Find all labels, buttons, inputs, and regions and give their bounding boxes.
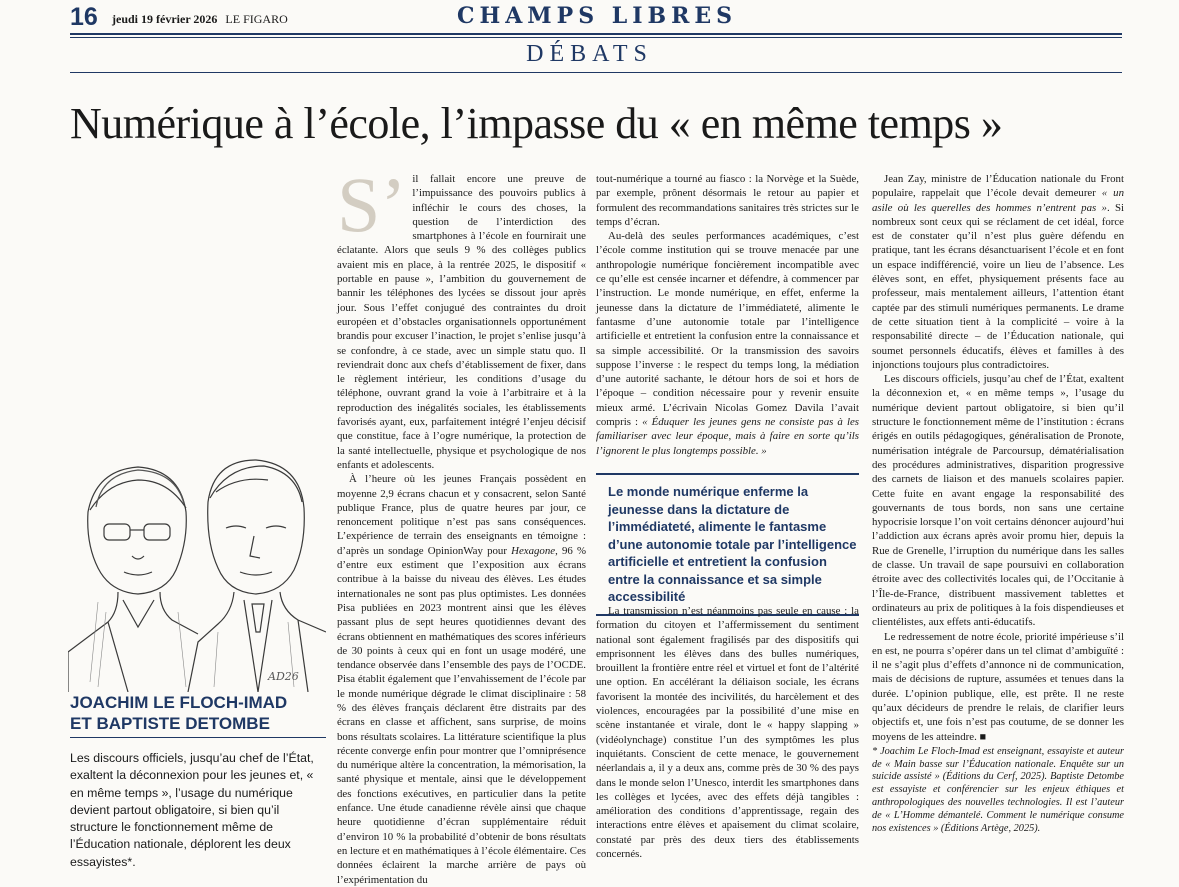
author-names: [70, 692, 328, 734]
svg-text:AD26: AD26: [268, 670, 299, 683]
header-rule-thin: [70, 37, 1122, 38]
page-number: 16: [70, 3, 98, 31]
pull-quote: [596, 473, 859, 616]
article-column-3: [872, 172, 1124, 835]
article-column-2: [596, 172, 859, 458]
section-title: CHAMPS LIBRES: [456, 3, 738, 29]
dateline: [112, 12, 288, 26]
issue-date: jeudi 19 février 2026: [112, 12, 218, 26]
paragraph: Jean Zay, ministre de l’Éducation nationale du Front populaire, rappelait que l’école devait demeurer « un asile où les querelles des hommes n’entrent pas ». Si nombreux sont ceux qui se réclament de cet idéal, force est de constater qu’il n’est plus guère défendu en pratique, tant les écrans désanctuarisent l’école et en font un espace indifférencié, voire un lieu de l’absence. Les élèves sont, en effet, physiquement présents face au professeur, mais mentalement ailleurs, l’attention étant captée par des stimuli numériques permanents. Le drame de cette situation tient à la complicité – voire à la responsabilité directe – de l’Éducation nationale, qui soumet personnels éducatifs, élèves et familles à des injonctions toujours plus contradictoires.: [872, 173, 1124, 371]
author-name-2: ET BAPTISTE DETOMBE: [70, 714, 270, 733]
drop-cap: S’: [337, 161, 407, 248]
paragraph: Le redressement de notre école, priorité impérieuse s’il en est, ne pourra s’opérer dans un tel climat d’ambiguïté : il ne s’agit plus d’effets d’annonce ni de communication, mais de décisions de rupture, assumées et tenues dans la durée. L’opinion publique, elle, est prête. Il ne reste qu’aux décideurs de prendre le relais, de clarifier leurs objectifs et, une fois n’est pas coutume, de se donner les moyens de les atteindre. ■: [872, 630, 1124, 743]
pull-quote-text: Le monde numérique enferme la jeunesse dans la dictature de l’immédiateté, alimente le fantasme d’une autonomie totale par l’intelligence artificielle et entretient la confusion entre la connaissance et sa simple accessibilité: [608, 484, 857, 604]
authors-rule: [70, 737, 326, 738]
paragraph: il fallait encore une preuve de l’impuissance des pouvoirs publics à infléchir le cours des choses, la question de l’interdiction des smartphones à l’école en fournirait une éclatante. Alors que seuls 9 % des collèges publics avaient mis en place, à la rentrée 2025, le dispositif « portable en pause », l’ambition du gouvernement de bannir les téléphones des lycées se dissout jour après jour. Sous l’effet conjugué des contraintes du droit européen et d’obstacles organisationnels opportunément brandis pour excuser l’inaction, le projet s’enlise jusqu’à se confondre, à ce stade, avec un simple statu quo. Il reviendrait donc aux chefs d’établissement de fixer, dans le règlement intérieur, les conditions d’usage du téléphone, ouvrant grand la voie à l’arbitraire et à la reproduction des inégalités sociales, les établissements favorisés ayant, eux, parfaitement intégré l’enjeu décisif que constitue, face à l’ogre numérique, la protection de la santé intellectuelle, physique et psychologique de nos enfants et adolescents.: [337, 173, 586, 471]
article-column-1: [337, 161, 586, 887]
author-bio-footnote: * Joachim Le Floch-Imad est enseignant, essayiste et auteur de « Main basse sur l’Éducation nationale. Enquête sur un suicide assisté » (Éditions du Cerf, 2025). Baptiste Detombe est essayiste et conférencier sur les enjeux éthiques et anthropologiques des nouvelles technologies. Il est l’auteur de « L’Homme démantelé. Comment le numérique consume nos existences » (Éditions Artège, 2025).: [872, 745, 1124, 834]
article-standfirst: Les discours officiels, jusqu’au chef de l’État, exaltent la déconnexion pour les jeunes et, « en même temps », l’usage du numérique devient partout obligatoire, si bien qu’il structure le fonctionnement même de l’Éducation nationale, déplorent les deux essayistes*.: [70, 751, 314, 869]
authors-portrait-illustration: [68, 452, 326, 692]
paragraph: À l’heure où les jeunes Français possèdent en moyenne 2,9 écrans chacun et y consacrent, selon Santé publique France, plus de quatre heures par jour, ce renoncement politique n’est pas sans conséquences. L’expérience de terrain des enseignants en témoigne : d’après un sondage OpinionWay pour Hexagone, 96 % d’entre eux estiment que l’exposition aux écrans contribue à la baisse du niveau des élèves. Les études internationales ne sont pas plus optimistes. Les données Pisa publiées en 2023 montrent ainsi que les élèves passant plus de sept heures quotidiennes devant des écrans obtiennent en mathématiques des scores inférieurs de 30 points à ceux qui en font un usage modéré, une tendance observée dans l’ensemble des pays de l’OCDE. Pisa établit également que l’envahissement de l’école par le monde numérique dégrade le climat disciplinaire : 58 % des élèves français déclarent être distraits par des écrans en classe et affichent, sans surprise, de moins bons résultats scolaires. La littérature scientifique la plus récente converge enfin pour montrer que l’omniprésence du numérique altère la concentration, la mémorisation, la santé physique et mentale, ainsi que le développement des fonctions exécutives, en particulier dans la petite enfance. Une étude canadienne révèle ainsi que chaque heure quotidienne d’écran supplémentaire réduit d’environ 10 % la probabilité d’obtenir de bons résultats en lecture et en mathématiques à l’école élémentaire. Ces données éclairent la marche arrière de pays où l’expérimentation du: [337, 473, 586, 886]
article-column-2-continued: [596, 604, 859, 861]
paragraph: La transmission n’est néanmoins pas seule en cause : la formation du citoyen et l’affermissement du sentiment national sont également fragilisés par des dispositifs qui emprisonnent les élèves dans des bulles numériques, brouillent la frontière entre réel et virtuel et font de l’altérité une option. En accélérant la déliaison sociale, les écrans favorisent la montée des incivilités, du harcèlement et des violences, encouragées par la possibilité d’une mise en scène instantanée et virale, dont le « happy slapping » (vidéolynchage) constitue l’un des symptômes les plus inquiétants. Conscient de cette menace, le gouvernement néerlandais a, il y a deux ans, comme près de 30 % des pays dans le monde selon l’Unesco, interdit les smartphones dans les collèges et lycées, avec des effets déjà tangibles : amélioration des conditions d’apprentissage, regain des interactions entre élèves et apaisement du climat scolaire, constaté par près des deux tiers des établissements concernés.: [596, 605, 859, 861]
paragraph: tout-numérique a tourné au fiasco : la Norvège et la Suède, par exemple, prônent désormais le retour au papier et formulent des recommandations sanitaires très strictes sur le temps d’écran.: [596, 173, 859, 228]
publication-name: LE FIGARO: [225, 12, 288, 26]
article-headline: Numérique à l’école, l’impasse du « en même temps »: [70, 99, 1003, 148]
subsection-rule: [70, 72, 1122, 73]
subsection-title: DÉBATS: [526, 41, 653, 67]
header-rule: [70, 33, 1122, 35]
author-name-1: JOACHIM LE FLOCH-IMAD: [70, 693, 288, 712]
paragraph: Les discours officiels, jusqu’au chef de l’État, exaltent la déconnexion et, « en même temps », l’usage du numérique devient partout obligatoire, si bien qu’il structure le fonctionnement même de l’institution : écrans érigés en outils pédagogiques, généralisation de Pronote, numérisation intégrale de Parcoursup, dématérialisation des procédures administratives, disparition progressive des carnets de liaison et des manuels scolaires papier. Cette fuite en avant engage la responsabilité des gouvernants de tous bords, non sans une certaine hypocrisie lorsque l’on voit certains dénoncer aujourd’hui l’addiction aux écrans après avoir promu hier, depuis la Rue de Grenelle, l’irruption du numérique dans les salles de classe. Un travail de sape poursuivi en collaboration étroite avec des collectivités locales qui, de l’Occitanie à l’Île-de-France, distribuent massivement tablettes et ordinateurs au prix de politiques à la fois dispendieuses et clientélistes, aux effets anti-éducatifs.: [872, 373, 1124, 629]
paragraph: Au-delà des seules performances académiques, c’est l’école comme institution qui se trouve menacée par une anthropologie numérique foncièrement incompatible avec ce qu’elle est censée incarner et défendre, à commencer par l’instruction. Le monde numérique, en effet, enferme la jeunesse dans la dictature de l’immédiateté, alimente le fantasme d’une autonomie totale par l’intelligence artificielle et entretient la confusion entre la connaissance et sa simple accessibilité. Or la transmission des savoirs suppose l’inverse : le respect du temps long, la médiation d’une autorité sachante, le détour hors de soi et hors de l’époque – condition nécessaire pour y revenir ensuite mieux armé. L’écrivain Nicolas Gomez Davila l’avait compris : « Éduquer les jeunes gens ne consiste pas à les familiariser avec leur époque, mais à faire en sorte qu’ils l’ignorent le plus longtemps possible. »: [596, 230, 859, 457]
page-header: [70, 2, 1122, 34]
